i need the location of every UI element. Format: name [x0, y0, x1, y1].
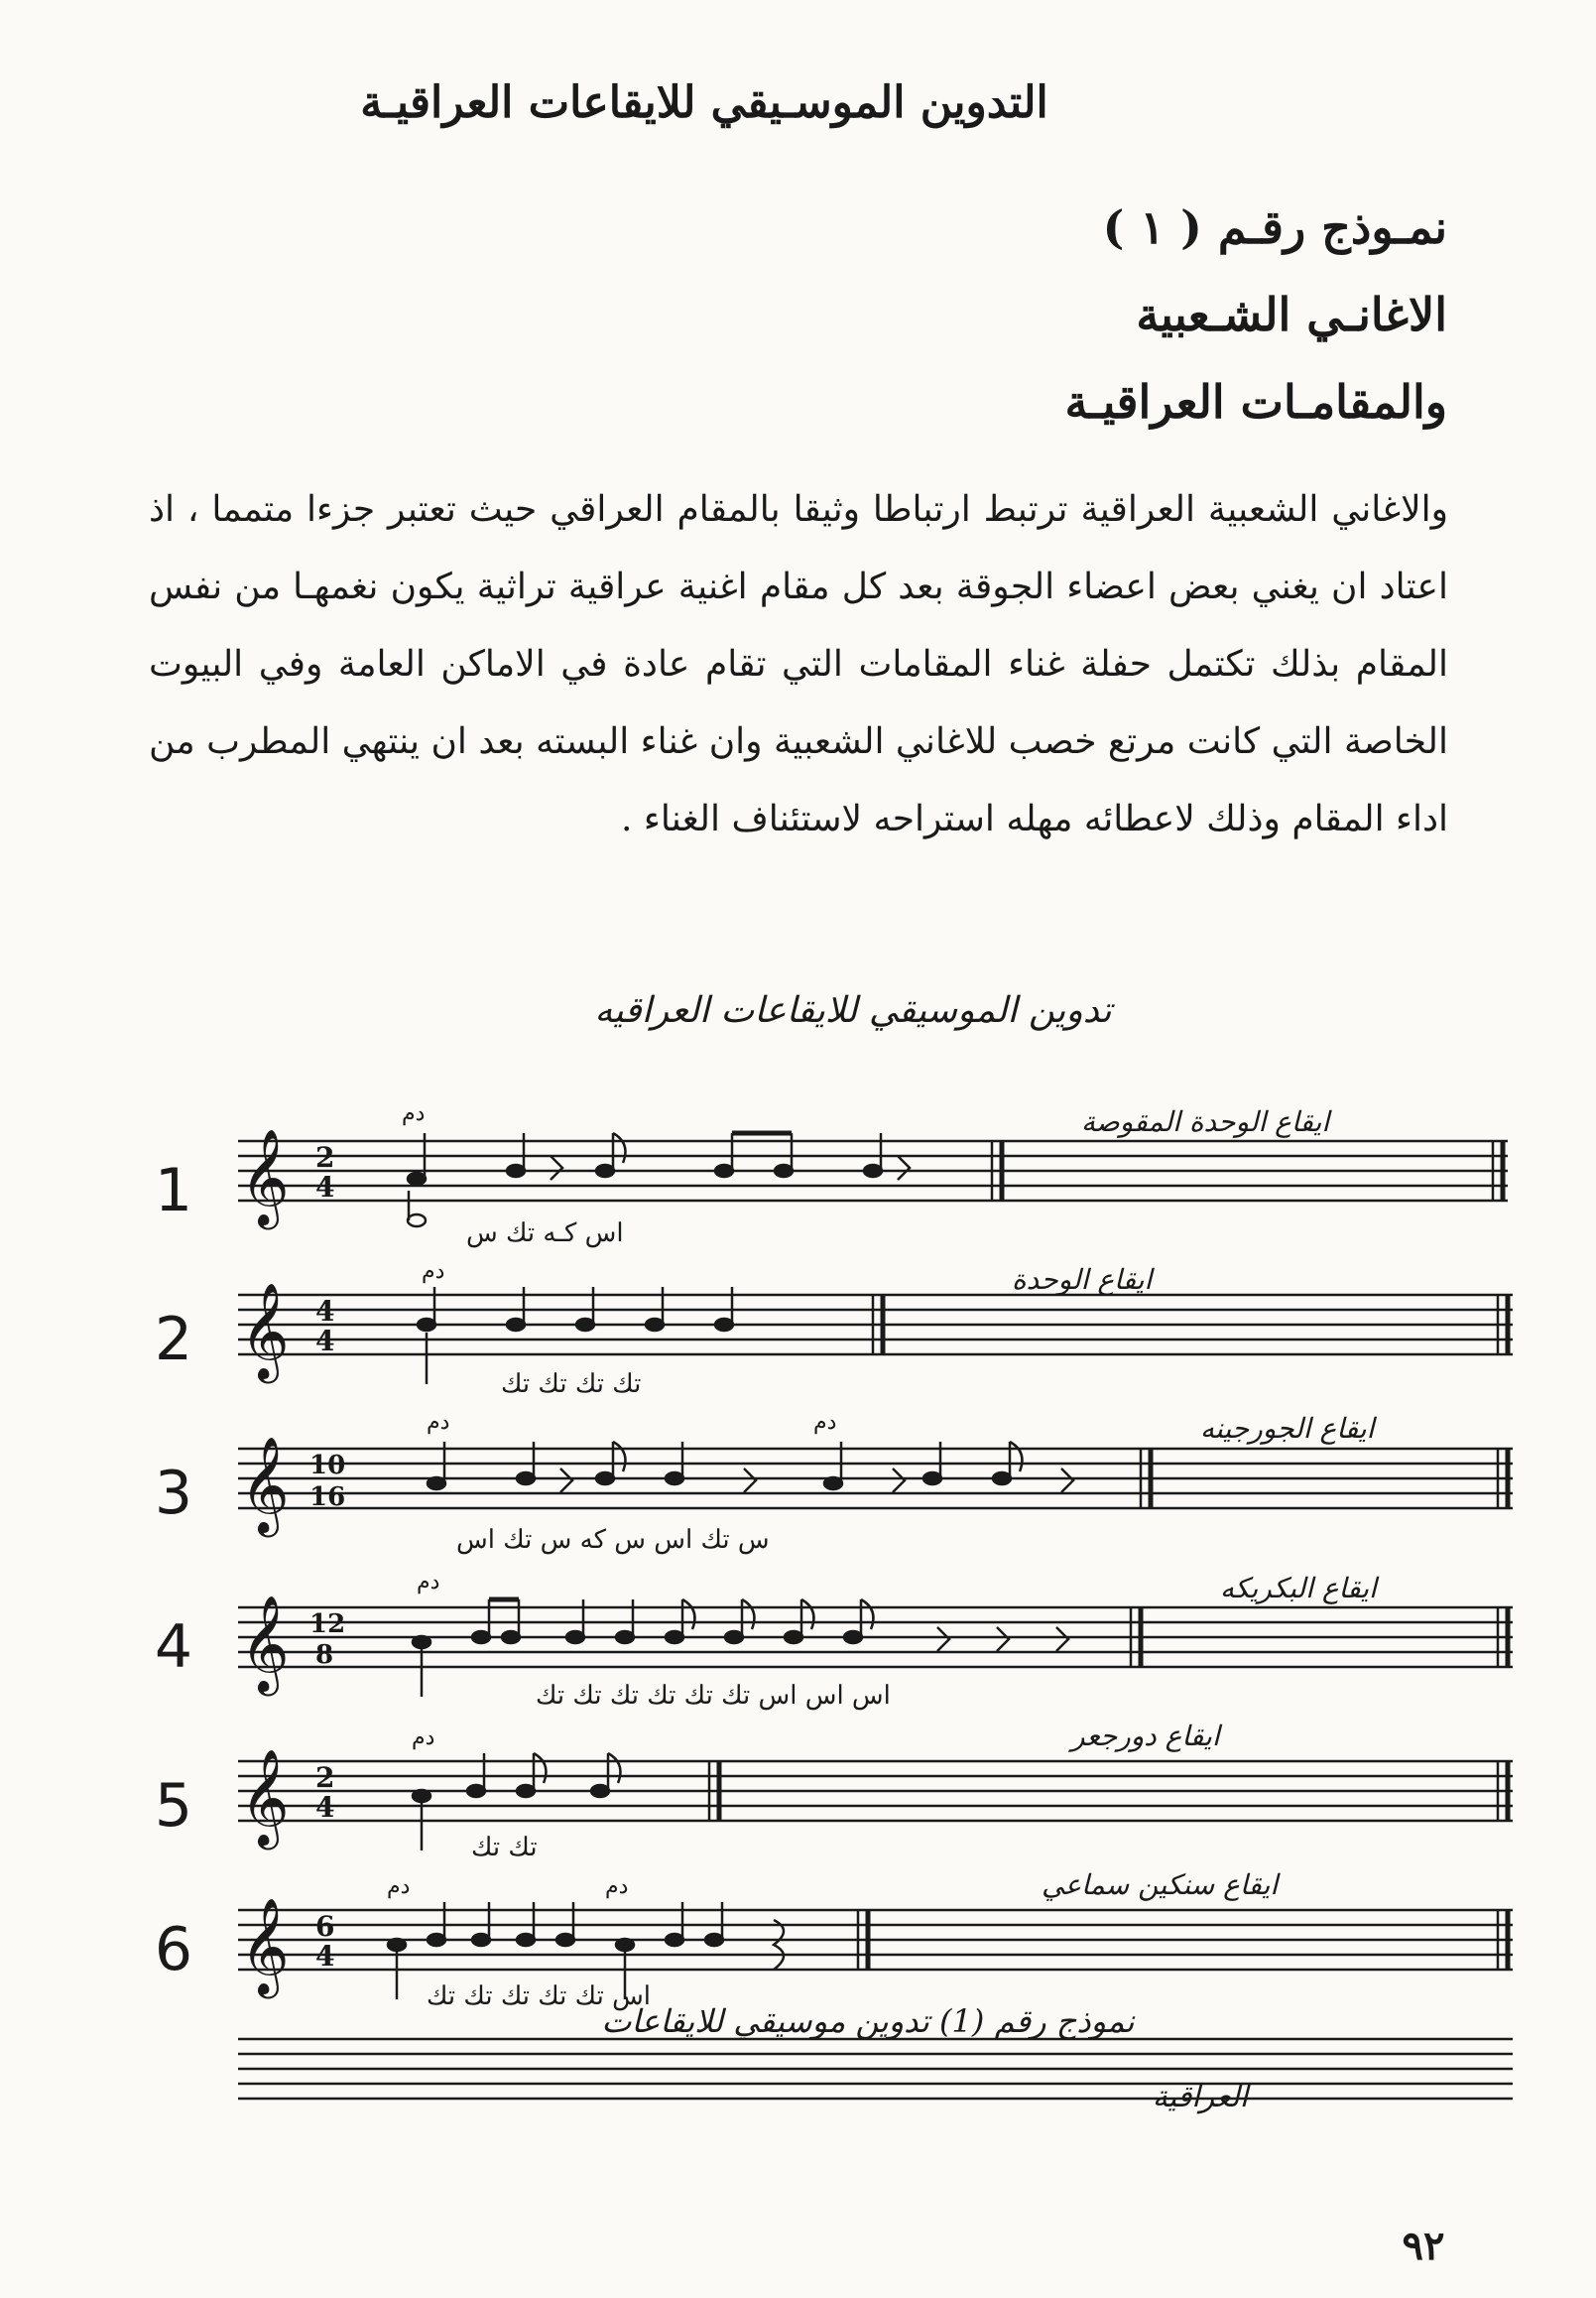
note-head [408, 1214, 426, 1226]
dum-mark: دم [387, 1874, 411, 1899]
heading-model-number: نمـوذج رقـم ( ١ ) [1102, 200, 1447, 254]
staff-number: 3 [154, 1459, 193, 1528]
dum-mark: دم [427, 1410, 450, 1435]
time-signature-bottom: 4 [315, 1940, 335, 1973]
rhythm-syllables: اس تك تك تك تك تك [427, 1981, 652, 2011]
staff-number: 6 [154, 1915, 193, 1984]
figure-caption: نموذج رقم (1) تدوين موسيقي للايقاعات [601, 2002, 1135, 2040]
rhythm-label: ايقاع البكريكه [1220, 1572, 1377, 1604]
note-head [408, 1173, 426, 1185]
staff-number: 5 [154, 1771, 193, 1841]
rhythm-syllables: تك تك [471, 1833, 538, 1862]
treble-clef-icon: 𝄞 [240, 1748, 290, 1846]
running-title: التدوين الموسـيقي للايقاعات العراقيـة [360, 77, 1048, 128]
staff-row-3 [0, 1410, 1596, 1573]
time-signature-top: 4 [315, 1295, 335, 1328]
rhythm-label: ايقاع الوحدة المقوصة [1081, 1105, 1330, 1138]
music-staff [0, 1731, 1596, 1880]
rhythm-label: ايقاع سنكين سماعي [1042, 1868, 1279, 1901]
figure-caption-continued: العراقية [1152, 2080, 1249, 2114]
note-head [715, 1165, 733, 1177]
rhythm-syllables: تك تك تك تك [501, 1369, 642, 1399]
page-number: ٩٢ [1402, 2223, 1445, 2269]
heading-iraqi-maqams: والمقامـات العراقيـة [1064, 375, 1447, 429]
treble-clef-icon: 𝄞 [240, 1897, 290, 1994]
time-signature-top: 2 [315, 1141, 335, 1174]
time-signature-top: 2 [315, 1761, 335, 1794]
time-signature-bottom: 4 [315, 1325, 335, 1357]
dum-mark: دم [417, 1570, 440, 1595]
note-head [864, 1165, 882, 1177]
time-signature-top: 12 [309, 1609, 346, 1639]
handwritten-title: تدوين الموسيقي للايقاعات العراقيه [594, 990, 1112, 1031]
dum-mark: دم [813, 1410, 837, 1435]
time-signature-top: 6 [315, 1910, 335, 1943]
time-signature-top: 10 [309, 1451, 346, 1480]
dum-mark: دم [422, 1259, 445, 1284]
time-signature-bottom: 16 [309, 1482, 346, 1512]
rhythm-syllables: س تك اس س كه س تك اس [456, 1525, 770, 1555]
treble-clef-icon: 𝄞 [240, 1595, 290, 1692]
rhythm-label: ايقاع الجورجينه [1200, 1412, 1375, 1445]
staff-row-2 [0, 1259, 1596, 1414]
music-staff [0, 1578, 1596, 1726]
rhythm-syllables: اس كـه تك س [466, 1218, 624, 1248]
note-head [596, 1165, 614, 1177]
staff-row-1 [0, 1101, 1596, 1260]
music-staff [0, 1414, 1596, 1573]
time-signature-bottom: 4 [315, 1791, 335, 1824]
staff-number: 4 [154, 1612, 193, 1682]
time-signature-bottom: 8 [315, 1640, 334, 1670]
heading-folk-songs: الاغانـي الشـعبية [1136, 288, 1447, 341]
note-head [507, 1165, 525, 1177]
rhythm-label: ايقاع الوحدة [1012, 1263, 1153, 1296]
staff-row-5 [0, 1720, 1596, 1880]
time-signature-bottom: 4 [315, 1171, 335, 1204]
treble-clef-icon: 𝄞 [240, 1128, 290, 1225]
dum-mark: دم [605, 1874, 629, 1899]
staff-number: 1 [154, 1156, 193, 1225]
music-staff [0, 1111, 1596, 1260]
section-heading [554, 184, 1447, 446]
dum-mark: دم [402, 1101, 426, 1126]
treble-clef-icon: 𝄞 [240, 1436, 290, 1533]
treble-clef-icon: 𝄞 [240, 1282, 290, 1379]
rhythm-label: ايقاع دورجعر [1071, 1720, 1220, 1752]
music-staff [0, 1265, 1596, 1414]
note-head [775, 1165, 793, 1177]
rhythm-syllables: اس اس اس تك تك تك تك تك تك [536, 1681, 891, 1711]
dum-mark: دم [412, 1725, 435, 1750]
staff-row-4 [0, 1570, 1596, 1726]
staff-number: 2 [154, 1305, 193, 1374]
body-paragraph: والاغاني الشعبية العراقية ترتبط ارتباطا وثيقا بالمقام العراقي حيث تعتبر جزءا متمما ، اذ اعتاد ان يغني بعض اعضاء الجوقة بعد كل مقام اغنية عراقية تراثية يكون نغمهـا من نفس المقام بذلك تكتمل حفلة غناء المقامات التي تقام عادة في الاماكن العامة وفي البيوت الخاصة التي كانت مرتع خصب للاغاني الشعبية وان غناء البسته بعد ان ينتهي المطرب من اداء المقام وذلك لاعطائه مهله استراحه لاستئناف الغناء . [149, 489, 1448, 839]
